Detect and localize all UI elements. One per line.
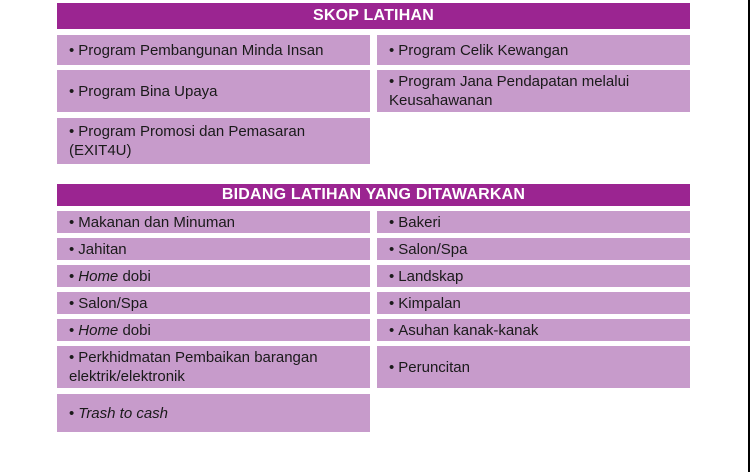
skop-item-label-line2: (EXIT4U) [69, 142, 132, 159]
bullet-icon: • [389, 358, 395, 376]
skop-item-label: Program Pembangunan Minda Insan [78, 41, 324, 59]
bidang-item-label: Landskap [398, 267, 464, 285]
bidang-item-jahitan [57, 238, 370, 260]
bullet-icon: • [69, 213, 75, 231]
bullet-icon: • [69, 123, 75, 140]
bidang-item-kimpalan [377, 292, 690, 314]
bidang-item-peruncitan [377, 346, 690, 388]
bidang-item-salon-spa-2 [57, 292, 370, 314]
bidang-item-salon-spa [377, 238, 690, 260]
skop-item-label: Program Bina Upaya [78, 82, 218, 100]
bidang-item-home-dobi [57, 265, 370, 287]
bullet-icon: • [69, 294, 75, 312]
bullet-icon: • [389, 267, 395, 285]
bidang-item-label: Salon/Spa [78, 294, 148, 312]
bullet-icon: • [69, 267, 75, 285]
bullet-icon: • [389, 41, 395, 59]
bullet-icon: • [69, 321, 75, 339]
bullet-icon: • [389, 240, 395, 258]
bidang-item-label-italic: Trash to cash [78, 404, 169, 422]
bullet-icon: • [69, 404, 75, 422]
skop-item-promosi-pemasaran [57, 118, 370, 164]
bidang-item-label-italic: Home [78, 267, 119, 285]
bidang-item-bakeri [377, 211, 690, 233]
bidang-item-label: Kimpalan [398, 294, 461, 312]
bullet-icon: • [389, 213, 395, 231]
bullet-icon: • [389, 73, 395, 90]
bidang-item-label: Salon/Spa [398, 240, 468, 258]
skop-item-jana-pendapatan [377, 70, 690, 112]
skop-item-minda-insan [57, 35, 370, 65]
skop-item-bina-upaya [57, 70, 370, 112]
bullet-icon: • [389, 294, 395, 312]
skop-latihan-title: SKOP LATIHAN [313, 7, 434, 24]
skop-item-label: Program Jana Pendapatan melalui [398, 73, 630, 90]
bidang-item-label: Asuhan kanak-kanak [398, 321, 539, 339]
bidang-item-label: Jahitan [78, 240, 127, 258]
bidang-item-trash-to-cash [57, 394, 370, 432]
bidang-item-makanan-minuman [57, 211, 370, 233]
bullet-icon: • [389, 321, 395, 339]
skop-latihan-header [57, 3, 690, 29]
bullet-icon: • [69, 240, 75, 258]
bidang-latihan-title: BIDANG LATIHAN YANG DITAWARKAN [221, 186, 526, 203]
bidang-item-landskap [377, 265, 690, 287]
bidang-item-home-dobi-2 [57, 319, 370, 341]
bullet-icon: • [69, 82, 75, 100]
skop-item-label-line2: Keusahawanan [389, 92, 493, 109]
bidang-item-label: Makanan dan Minuman [78, 213, 236, 231]
skop-item-celik-kewangan [377, 35, 690, 65]
bidang-item-label: Bakeri [398, 213, 441, 231]
bullet-icon: • [69, 41, 75, 59]
bullet-icon: • [69, 349, 75, 366]
bidang-latihan-header [57, 184, 690, 206]
bidang-item-label: Perkhidmatan Pembaikan barangan [78, 349, 318, 366]
skop-item-label: Program Promosi dan Pemasaran [78, 123, 306, 140]
bidang-item-label-line2: elektrik/elektronik [69, 368, 185, 385]
bidang-item-label: Peruncitan [398, 358, 470, 376]
bidang-item-label: dobi [122, 267, 151, 285]
bidang-item-label: dobi [122, 321, 151, 339]
skop-item-label: Program Celik Kewangan [398, 41, 569, 59]
bidang-item-label-italic: Home [78, 321, 119, 339]
bidang-item-asuhan-kanak-kanak [377, 319, 690, 341]
bidang-item-pembaikan-elektrik [57, 346, 370, 388]
